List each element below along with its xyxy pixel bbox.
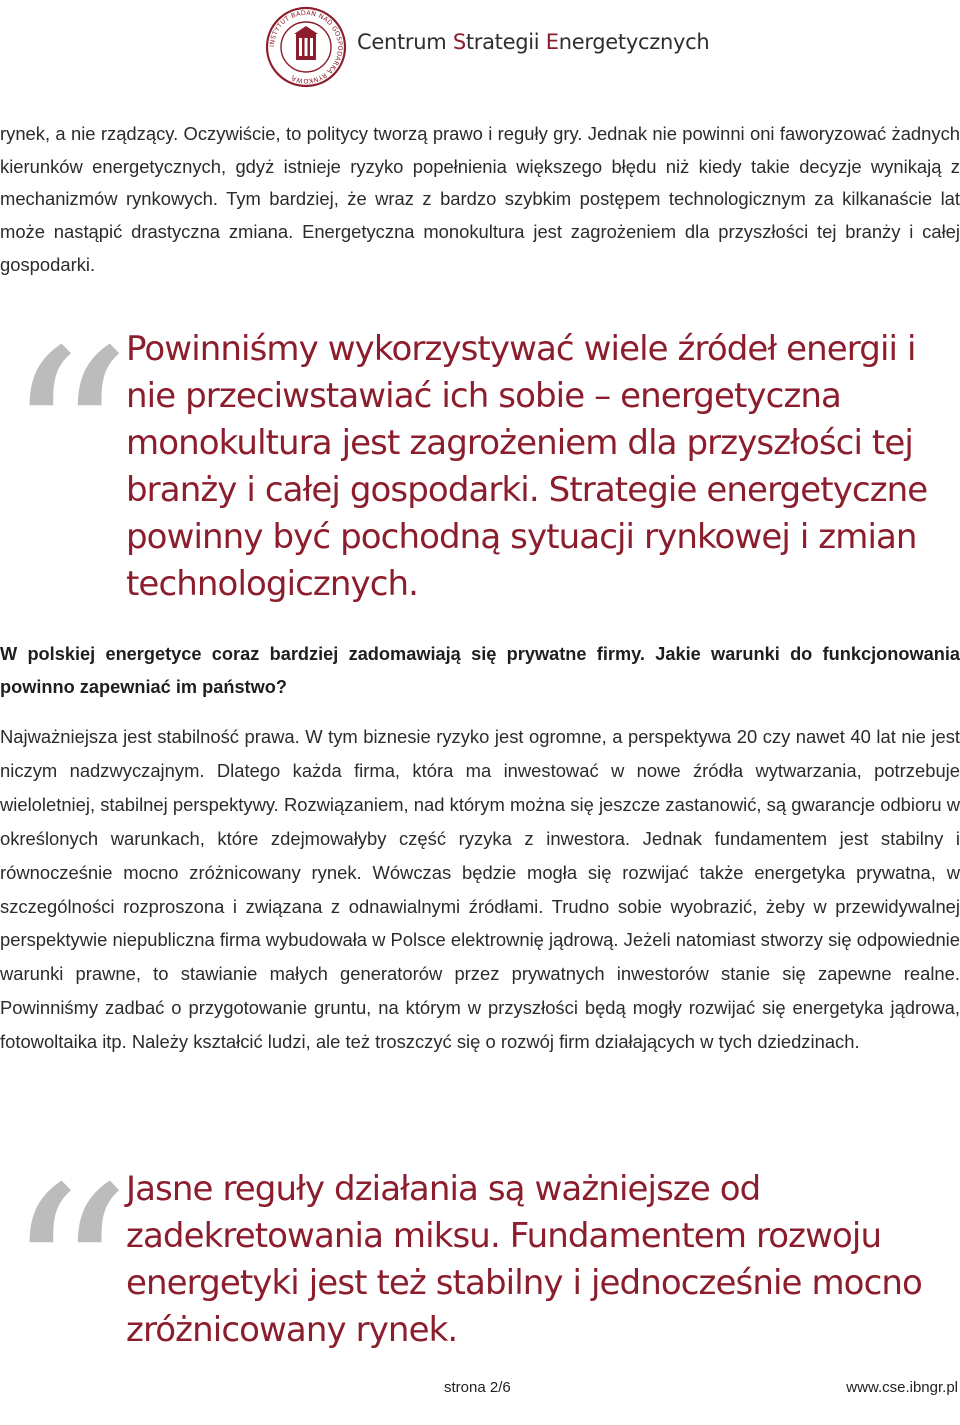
pull-quote-2: Jasne reguły działania są ważniejsze od zadekretowania miksu. Fundamentem rozwoju energetyki jest też stabilny i jednocześnie mocno zróżnicowany rynek. (126, 1169, 922, 1350)
quote-mark-icon: “ (4, 297, 132, 588)
svg-text:INSTYTUT BADAŃ NAD GOSPODARKĄ: INSTYTUT BADAŃ NAD GOSPODARKĄ RYNKOWĄ (267, 8, 345, 86)
interview-question: W polskiej energetyce coraz bardziej zadomawiają się prywatne firmy. Jakie warunki do funkcjonowania powinno zapewniać im państwo? (0, 644, 960, 697)
page-header (0, 0, 960, 90)
quote-mark-icon: “ (4, 1134, 132, 1425)
footer-website-link[interactable]: www.cse.ibngr.pl (846, 1379, 958, 1396)
answer-paragraph: Najważniejsza jest stabilność prawa. W tym biznesie ryzyko jest ogromne, a perspektywa 20 czy nawet 40 lat nie jest niczym nadzwyczajnym. Dlatego każda firma, która ma inwestować w nowe źródła wytwarzania, potrzebuje wieloletniej, stabilnej perspektywy. Rozwiązaniem, nad którym można się jeszcze zastanowić, są gwarancje odbioru w określonych warunkach, które zdejmowałyby część ryzyka z inwestora. Jednak fundamentem jest stabilny i równocześnie mocno zróżnicowany rynek. Wówczas będzie mogła się rozwijać także energetyka prywatna, w szczególności rozproszona i związana z odnawialnymi źródłami. Trudno sobie wyobrazić, żeby w przewidywalnej perspektywie niepubliczna firma wybudowała w Polsce elektrownię jądrową. Jeżeli natomiast stworzy się odpowiednie warunki prawne, to stawianie małych generatorów przez prywatnych inwestorów stanie się zapewne realne. Powinniśmy zadbać o przygotowanie gruntu, na którym w przyszłości będą mogły rozwijać się energetyka jądrowa, fotowoltaika itp. Należy kształcić ludzi, ale też troszczyć się o rozwój firm działających w tych dziedzinach. (0, 726, 960, 1053)
brand-name: Centrum Strategii Energetycznych (357, 30, 710, 54)
intro-paragraph: rynek, a nie rządzący. Oczywiście, to politycy tworzą prawo i reguły gry. Jednak nie powinni oni faworyzować żadnych kierunków energetycznych, gdyż istnieje ryzyko popełnienia większego błędu niż kiedy takie decyzje wynikają z mechanizmów rynkowych. Tym bardziej, że wraz z bardzo szybkim postępem technologicznym za kilkanaście lat może nastąpić drastyczna zmiana. Energetyczna monokultura jest zagrożeniem dla przyszłości tej branży i całej gospodarki. (0, 123, 960, 275)
institute-seal-logo (265, 6, 347, 88)
pull-quote-1: Powinniśmy wykorzystywać wiele źródeł energii i nie przeciwstawiać ich sobie – energetyczna monokultura jest zagrożeniem dla przyszłości tej branży i całej gospodarki. Strategie energetyczne powinny być pochodną sytuacji rynkowej i zmian technologicznych. (126, 329, 928, 604)
page-number: strona 2/6 (444, 1379, 511, 1396)
